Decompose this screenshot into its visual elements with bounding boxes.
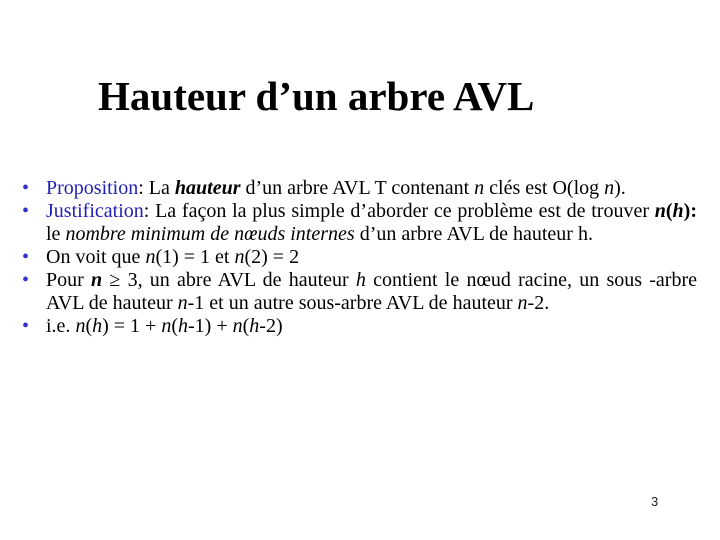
bullet-justification: • Justification: La façon la plus simple d’aborder ce problème est de trouver n(h): le nombre minimum de nœuds internes d’un arbre AVL de hauteur h. xyxy=(22,200,697,245)
justification-term: Justification xyxy=(46,200,144,222)
bullet-base-cases: • On voit que n(1) = 1 et n(2) = 2 xyxy=(22,246,300,268)
bullet-marker: • xyxy=(22,315,30,337)
bullet-recurrence: • i.e. n(h) = 1 + n(h-1) + n(h-2) xyxy=(22,315,283,337)
slide-title: Hauteur d’un arbre AVL xyxy=(98,73,535,119)
bullet-proposition: • Proposition: La hauteur d’un arbre AVL T contenant n clés est O(log n). xyxy=(22,177,626,199)
bullet-marker: • xyxy=(22,177,30,199)
page-number: 3 xyxy=(651,494,659,509)
bullet-marker: • xyxy=(22,200,30,222)
bullet-marker: • xyxy=(22,269,30,291)
bullet-recursive-case: • Pour n ≥ 3, un abre AVL de hauteur h contient le nœud racine, un sous -arbre AVL de hauteur n-1 et un autre sous-arbre AVL de hauteur n-2. xyxy=(22,269,697,314)
proposition-term: Proposition xyxy=(46,177,139,199)
bullet-list xyxy=(22,177,697,338)
bullet-marker: • xyxy=(22,246,30,268)
